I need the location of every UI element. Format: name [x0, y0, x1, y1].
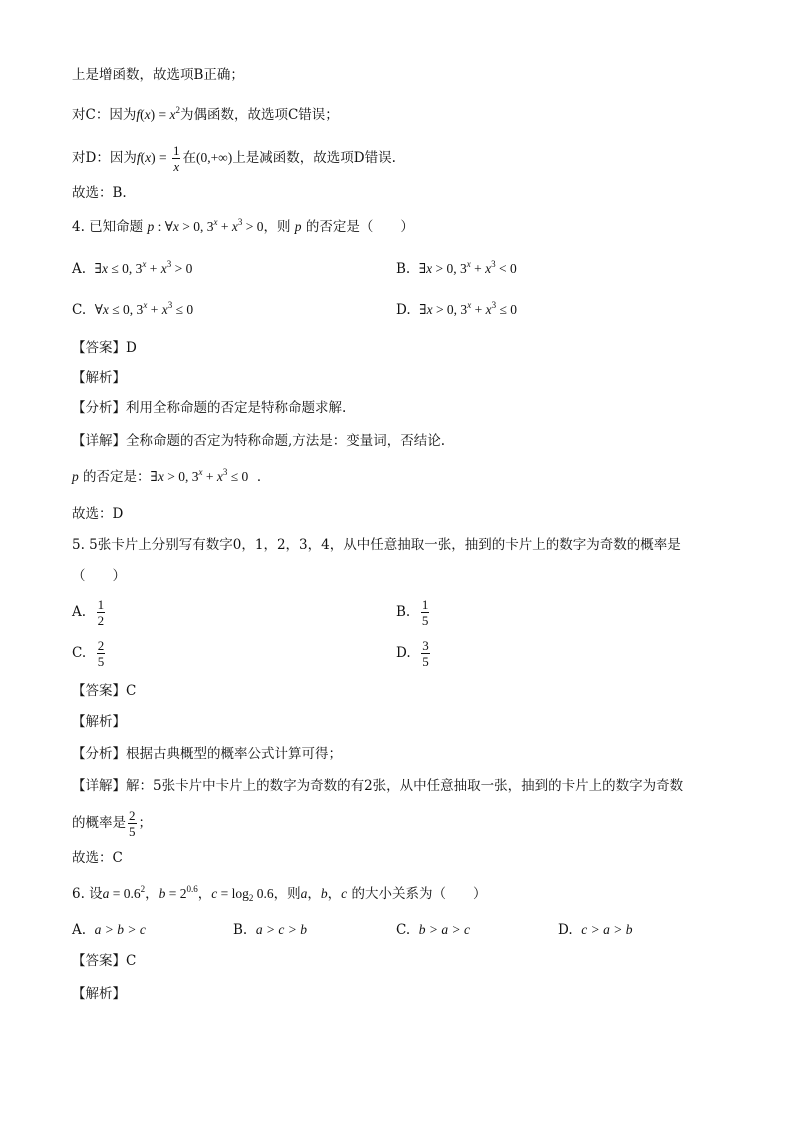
text-line: （ ）: [72, 568, 126, 584]
text-line: 【分析】利用全称命题的否定是特称命题求解.: [72, 400, 347, 416]
text-line: 故选：D: [72, 506, 124, 522]
question-4: 4. 已知命题 p : ∀x > 0, $3^x + x^3 > 0$，则 p 的否定是（ ）: [72, 217, 414, 235]
question-6: 6. 设$a = 0.6^2$，$b = 2^{0.6}$，$c = \log_2 0.6$，则a，b，c 的大小关系为（ ）: [72, 884, 487, 903]
text-line: 故选：B.: [72, 185, 127, 201]
text-line: 【详解】解：5张卡片中卡片上的数字为奇数的有2张，从中任意抽取一张，抽到的卡片上的数字为奇数: [72, 778, 684, 794]
answer-label: 【答案】C: [72, 683, 137, 699]
option-a: A. a > b > c: [72, 922, 146, 938]
option-c: C. b > a > c: [396, 922, 470, 938]
text-line: 的概率是 $\frac{2}{5}$ ；: [72, 808, 152, 839]
option-b: B. ∃x > 0, $3^x + x^3 < 0$: [396, 259, 517, 277]
analysis-label: 【解析】: [72, 714, 126, 730]
answer-label: 【答案】D: [72, 340, 137, 356]
option-d: D. $\frac{3}{5}$: [396, 638, 429, 669]
text-line: 对C：因为$f(x) = x^2$为偶函数，故选项C错误；: [72, 105, 339, 123]
question-5: 5. 5张卡片上分别写有数字0，1，2，3，4，从中任意抽取一张，抽到的卡片上的数字为奇数的概率是: [72, 537, 681, 553]
option-b: B. a > c > b: [233, 922, 308, 938]
option-b: B. $\frac{1}{5}$: [396, 597, 429, 628]
text-line: 【详解】全称命题的否定为特称命题,方法是：变量词，否结论.: [72, 433, 446, 449]
text-line: 对D：因为f(x) = $\frac{1}{x}$ 在(0,+∞)上是减函数，故选项D错误.: [72, 143, 396, 174]
option-d: D. ∃x > 0, $3^x + x^3 \le 0$: [396, 300, 517, 318]
option-c: C. $\frac{2}{5}$: [72, 638, 105, 669]
text-line: 故选：C: [72, 850, 123, 866]
option-c: C. ∀x ≤ 0, $3^x + x^3 \le 0$: [72, 300, 194, 318]
text-line: 【分析】根据古典概型的概率公式计算可得；: [72, 746, 342, 762]
text-line: 上是增函数，故选项B正确；: [72, 67, 244, 83]
option-a: A. ∃x ≤ 0, $3^x + x^3 > 0$: [72, 259, 193, 277]
answer-label: 【答案】C: [72, 953, 137, 969]
option-a: A. $\frac{1}{2}$: [72, 597, 105, 628]
analysis-label: 【解析】: [72, 370, 126, 386]
analysis-label: 【解析】: [72, 986, 126, 1002]
option-d: D. c > a > b: [558, 922, 633, 938]
text-line: p 的否定是：∃x > 0, $3^x + x^3 \le 0$ ．: [72, 467, 271, 485]
